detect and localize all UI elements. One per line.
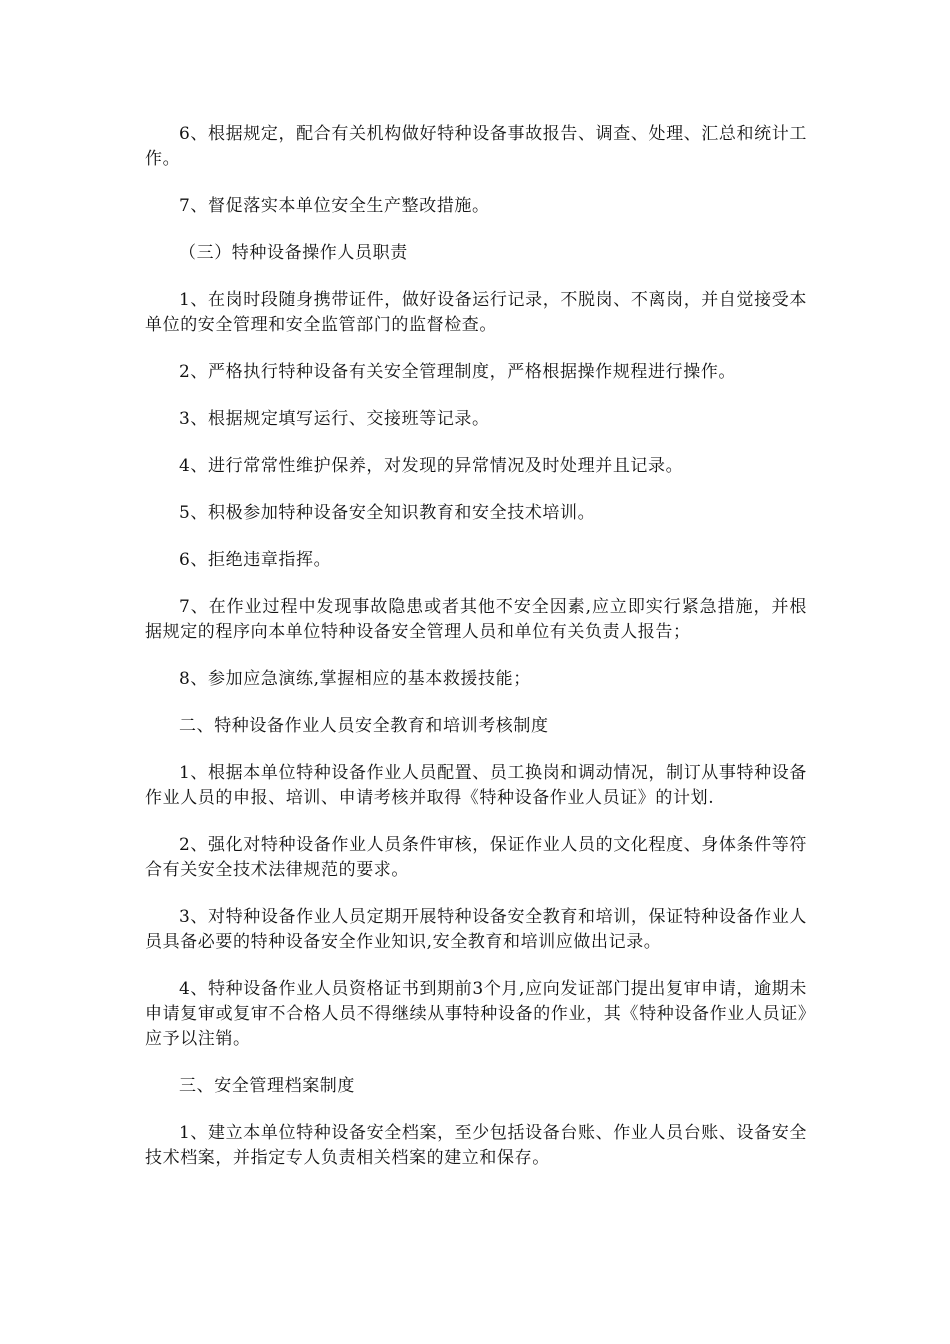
- paragraph-item-6-accident-report: 6、根据规定，配合有关机构做好特种设备事故报告、调查、处理、汇总和统计工作。: [145, 124, 807, 169]
- paragraph-operator-duty-6: 6、拒绝违章指挥。: [179, 550, 332, 570]
- section-heading-training-system: 二、特种设备作业人员安全教育和培训考核制度: [179, 716, 549, 736]
- paragraph-operator-duty-8: 8、参加应急演练,掌握相应的基本救援技能；: [179, 669, 531, 689]
- paragraph-training-2: 2、强化对特种设备作业人员条件审核，保证作业人员的文化程度、身体条件等符合有关安全技术法律规范的要求。: [145, 835, 807, 880]
- paragraph-operator-duty-1: 1、在岗时段随身携带证件，做好设备运行记录，不脱岗、不离岗，并自觉接受本单位的安全管理和安全监管部门的监督检查。: [145, 290, 807, 335]
- section-heading-archive-system: 三、安全管理档案制度: [179, 1076, 355, 1096]
- paragraph-training-4: 4、特种设备作业人员资格证书到期前3个月,应向发证部门提出复审申请，逾期未申请复审或复审不合格人员不得继续从事特种设备的作业，其《特种设备作业人员证》应予以注销。: [145, 979, 807, 1049]
- paragraph-archive-1: 1、建立本单位特种设备安全档案，至少包括设备台账、作业人员台账、设备安全技术档案，并指定专人负责相关档案的建立和保存。: [145, 1123, 807, 1168]
- paragraph-operator-duty-2: 2、严格执行特种设备有关安全管理制度，严格根据操作规程进行操作。: [179, 362, 737, 382]
- paragraph-item-7-rectification: 7、督促落实本单位安全生产整改措施。: [179, 196, 490, 216]
- paragraph-operator-duty-7: 7、在作业过程中发现事故隐患或者其他不安全因素,应立即实行紧急措施，并根据规定的程序向本单位特种设备安全管理人员和单位有关负责人报告；: [145, 597, 807, 642]
- section-heading-operator-duties: （三）特种设备操作人员职责: [179, 243, 408, 263]
- paragraph-training-3: 3、对特种设备作业人员定期开展特种设备安全教育和培训，保证特种设备作业人员具备必要的特种设备安全作业知识,安全教育和培训应做出记录。: [145, 907, 807, 952]
- paragraph-training-1: 1、根据本单位特种设备作业人员配置、员工换岗和调动情况，制订从事特种设备作业人员的申报、培训、申请考核并取得《特种设备作业人员证》的计划.: [145, 763, 807, 808]
- document-body: [145, 122, 807, 1193]
- paragraph-operator-duty-4: 4、进行常常性维护保养，对发现的异常情况及时处理并且记录。: [179, 456, 684, 476]
- paragraph-operator-duty-3: 3、根据规定填写运行、交接班等记录。: [179, 409, 490, 429]
- paragraph-operator-duty-5: 5、积极参加特种设备安全知识教育和安全技术培训。: [179, 503, 596, 523]
